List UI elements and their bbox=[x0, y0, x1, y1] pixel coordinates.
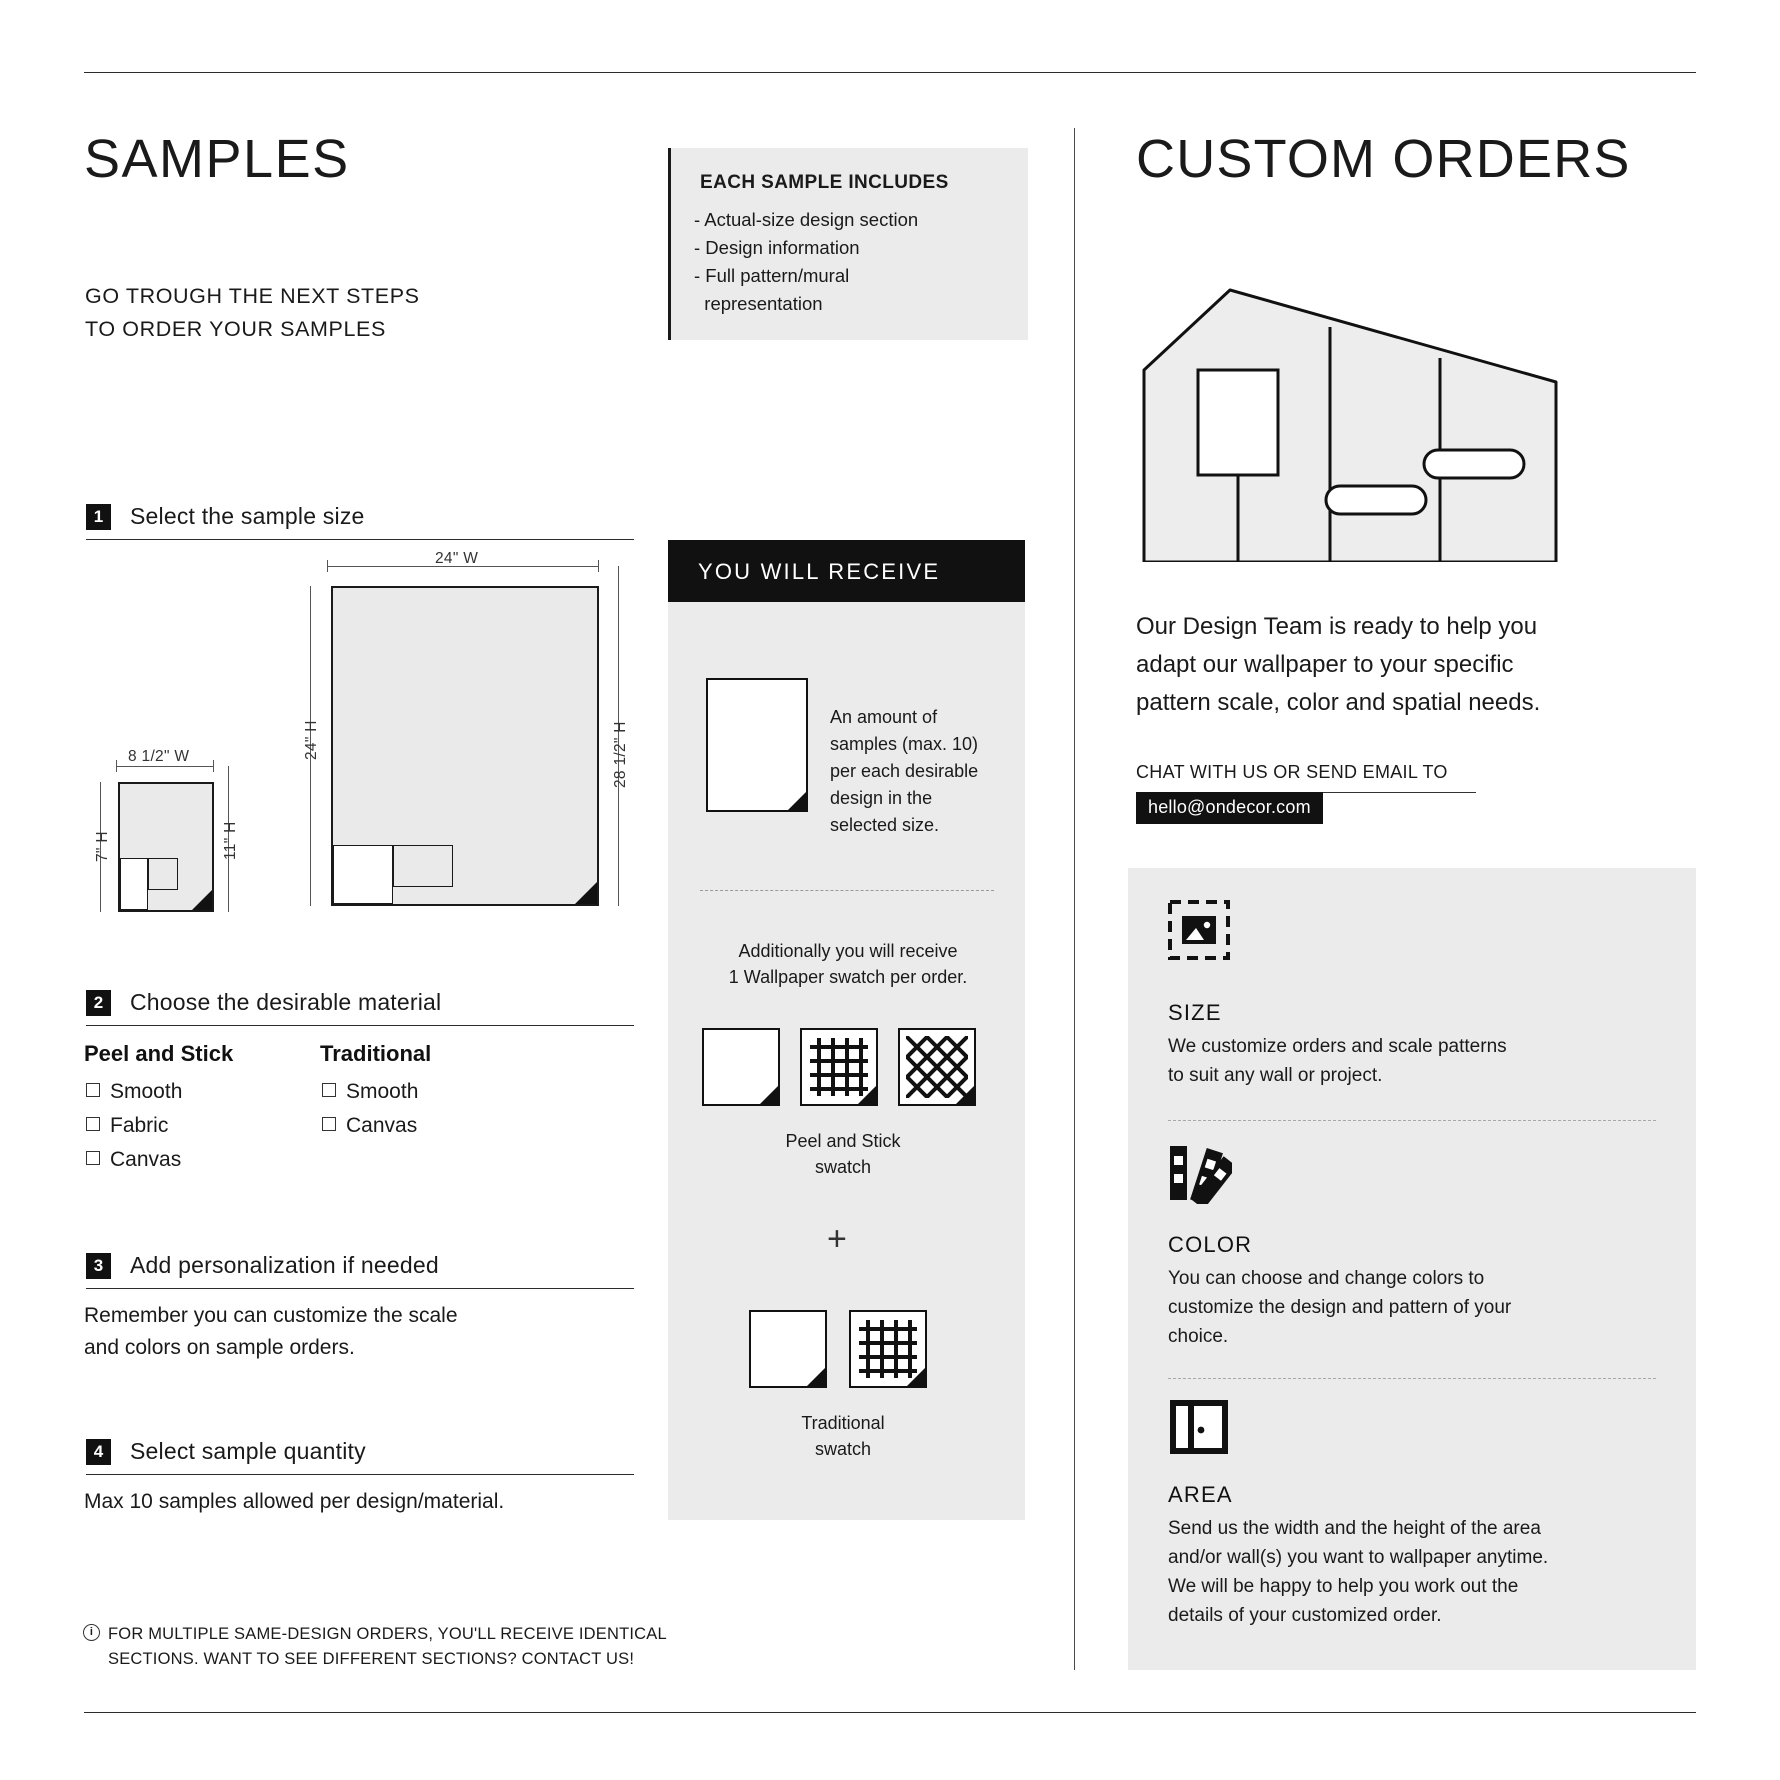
feature-text-size bbox=[1168, 1032, 1668, 1090]
color-swatch-fan-icon bbox=[1168, 1142, 1232, 1204]
small-inner-height-label: 11" H bbox=[222, 821, 239, 860]
peel-and-stick-swatch-label bbox=[688, 1128, 998, 1180]
description-line: per each desirable bbox=[830, 761, 979, 781]
peel-label-line2: swatch bbox=[814, 1157, 872, 1177]
image-frame-icon bbox=[1168, 900, 1230, 960]
description-line: selected size. bbox=[830, 815, 940, 835]
material-option-label: Fabric bbox=[110, 1114, 169, 1137]
custom-body-line1: Our Design Team is ready to help you bbox=[1136, 613, 1538, 640]
samples-subtitle-line2: TO ORDER YOUR SAMPLES bbox=[85, 317, 386, 341]
peel-swatch-grid-corner bbox=[858, 1086, 876, 1104]
large-sample-info-gray bbox=[393, 845, 453, 887]
large-width-tick-left bbox=[327, 560, 328, 572]
each-sample-includes-title: EACH SAMPLE INCLUDES bbox=[700, 172, 949, 193]
wall-area-icon bbox=[1168, 1398, 1230, 1456]
footnote-line1: FOR MULTIPLE SAME-DESIGN ORDERS, YOU'LL RECEIVE IDENTICAL bbox=[108, 1625, 667, 1643]
step-2-underline bbox=[86, 1025, 634, 1026]
custom-orders-description bbox=[1136, 608, 1676, 722]
large-width-tick-right bbox=[598, 560, 599, 572]
checkbox-icon[interactable] bbox=[86, 1083, 100, 1097]
step-3-line1: Remember you can customize the scale bbox=[84, 1304, 458, 1327]
small-width-tick-left bbox=[116, 760, 117, 772]
traditional-swatch-grid-corner bbox=[907, 1368, 925, 1386]
step-4-number: 4 bbox=[86, 1439, 111, 1465]
peel-swatch-plain-corner bbox=[760, 1086, 778, 1104]
feature-separator bbox=[1168, 1120, 1656, 1121]
footnote-line2: SECTIONS. WANT TO SEE DIFFERENT SECTIONS? CONTACT US! bbox=[108, 1650, 635, 1668]
additional-swatch-note bbox=[688, 938, 1008, 990]
step-2-number: 2 bbox=[86, 990, 111, 1016]
custom-orders-title: CUSTOM ORDERS bbox=[1136, 129, 1631, 189]
step-4-label: Select sample quantity bbox=[130, 1438, 366, 1464]
large-inner-height-label: 28 1/2" H bbox=[612, 721, 629, 788]
step-1-number: 1 bbox=[86, 504, 111, 530]
feature-line: We customize orders and scale patterns bbox=[1168, 1036, 1507, 1057]
traditional-label-line1: Traditional bbox=[801, 1413, 885, 1433]
step-3-description bbox=[84, 1300, 624, 1364]
material-option-peel-fabric[interactable] bbox=[86, 1114, 168, 1138]
small-sample-corner-fold bbox=[192, 890, 212, 910]
step-3-underline bbox=[86, 1288, 634, 1289]
feature-title-color: COLOR bbox=[1168, 1232, 1253, 1257]
material-option-label: Canvas bbox=[346, 1114, 418, 1137]
small-width-tick-right bbox=[213, 760, 214, 772]
checkbox-icon[interactable] bbox=[322, 1083, 336, 1097]
large-width-label: 24" W bbox=[435, 550, 479, 567]
samples-title: SAMPLES bbox=[84, 129, 350, 189]
sample-sheet-description bbox=[830, 704, 1020, 839]
step-2-label: Choose the desirable material bbox=[130, 989, 442, 1015]
list-item: - Design information bbox=[694, 237, 860, 258]
info-icon: i bbox=[83, 1624, 100, 1641]
feature-title-size: SIZE bbox=[1168, 1000, 1222, 1025]
small-width-label: 8 1/2" W bbox=[128, 748, 190, 765]
feature-title-area: AREA bbox=[1168, 1482, 1233, 1507]
small-width-dim-line bbox=[116, 766, 214, 767]
description-line: design in the bbox=[830, 788, 933, 808]
material-option-label: Smooth bbox=[110, 1080, 183, 1103]
each-sample-includes-list bbox=[694, 206, 918, 318]
step-1-underline bbox=[86, 539, 634, 540]
peel-label-line1: Peel and Stick bbox=[785, 1131, 901, 1151]
traditional-swatch-label bbox=[688, 1410, 998, 1462]
step-3-line2: and colors on sample orders. bbox=[84, 1336, 355, 1359]
step-1-label: Select the sample size bbox=[130, 503, 365, 529]
material-option-peel-smooth[interactable] bbox=[86, 1080, 182, 1104]
feature-line: customize the design and pattern of your bbox=[1168, 1297, 1512, 1318]
small-sample-info-white bbox=[120, 858, 148, 910]
material-option-label: Canvas bbox=[110, 1148, 182, 1171]
checkbox-icon[interactable] bbox=[86, 1117, 100, 1131]
feature-line: We will be happy to help you work out the bbox=[1168, 1576, 1519, 1597]
footnote bbox=[84, 1622, 784, 1672]
samples-subtitle-line1: GO TROUGH THE NEXT STEPS bbox=[85, 284, 420, 308]
list-item: representation bbox=[694, 293, 823, 314]
feature-line: and/or wall(s) you want to wallpaper anytime. bbox=[1168, 1547, 1549, 1568]
step-3-number: 3 bbox=[86, 1253, 111, 1279]
step-4-description: Max 10 samples allowed per design/material. bbox=[84, 1490, 505, 1513]
description-line: samples (max. 10) bbox=[830, 734, 979, 754]
additional-note-line2: 1 Wallpaper swatch per order. bbox=[728, 967, 968, 987]
list-item: - Actual-size design section bbox=[694, 209, 919, 230]
large-outer-height-label: 24" H bbox=[303, 720, 320, 760]
step-3-label: Add personalization if needed bbox=[130, 1252, 439, 1278]
description-line: An amount of bbox=[830, 707, 938, 727]
column-divider bbox=[1074, 128, 1075, 1670]
you-will-receive-title: YOU WILL RECEIVE bbox=[698, 559, 941, 584]
small-sample-info-gray bbox=[148, 858, 178, 890]
checkbox-icon[interactable] bbox=[322, 1117, 336, 1131]
top-divider bbox=[84, 72, 1696, 73]
custom-body-line3: pattern scale, color and spatial needs. bbox=[1136, 689, 1541, 716]
you-will-receive-header bbox=[668, 540, 1025, 602]
feature-text-area bbox=[1168, 1514, 1668, 1630]
checkbox-icon[interactable] bbox=[86, 1151, 100, 1165]
material-option-traditional-smooth[interactable] bbox=[322, 1080, 418, 1104]
small-outer-height-label: 7" H bbox=[94, 831, 111, 862]
large-sample-info-white bbox=[333, 845, 393, 904]
feature-line: to suit any wall or project. bbox=[1168, 1065, 1383, 1086]
material-group-traditional-heading: Traditional bbox=[320, 1041, 432, 1066]
large-sample-corner-fold bbox=[575, 882, 597, 904]
additional-note-line1: Additionally you will receive bbox=[738, 941, 958, 961]
traditional-label-line2: swatch bbox=[814, 1439, 872, 1459]
material-option-peel-canvas[interactable] bbox=[86, 1148, 181, 1172]
chat-with-us-label: CHAT WITH US OR SEND EMAIL TO bbox=[1136, 762, 1448, 782]
material-option-traditional-canvas[interactable] bbox=[322, 1114, 417, 1138]
room-illustration-icon bbox=[1130, 282, 1570, 562]
sample-sheet-corner-fold bbox=[786, 790, 808, 812]
feature-line: Send us the width and the height of the area bbox=[1168, 1518, 1541, 1539]
plus-icon: + bbox=[827, 1220, 847, 1258]
traditional-swatch-plain-corner bbox=[807, 1368, 825, 1386]
samples-subtitle bbox=[85, 280, 420, 346]
panel-separator bbox=[700, 890, 994, 891]
bottom-divider bbox=[84, 1712, 1696, 1713]
material-option-label: Smooth bbox=[346, 1080, 419, 1103]
feature-line: details of your customized order. bbox=[1168, 1605, 1442, 1626]
step-4-underline bbox=[86, 1474, 634, 1475]
feature-line: choice. bbox=[1168, 1326, 1229, 1347]
custom-body-line2: adapt our wallpaper to your specific bbox=[1136, 651, 1514, 678]
feature-separator bbox=[1168, 1378, 1656, 1379]
material-group-peel-and-stick-heading: Peel and Stick bbox=[84, 1041, 234, 1066]
email-link[interactable]: hello@ondecor.com bbox=[1136, 792, 1323, 824]
feature-text-color bbox=[1168, 1264, 1668, 1351]
feature-line: You can choose and change colors to bbox=[1168, 1268, 1485, 1289]
list-item: - Full pattern/mural bbox=[694, 265, 850, 286]
peel-swatch-diagonal-corner bbox=[956, 1086, 974, 1104]
